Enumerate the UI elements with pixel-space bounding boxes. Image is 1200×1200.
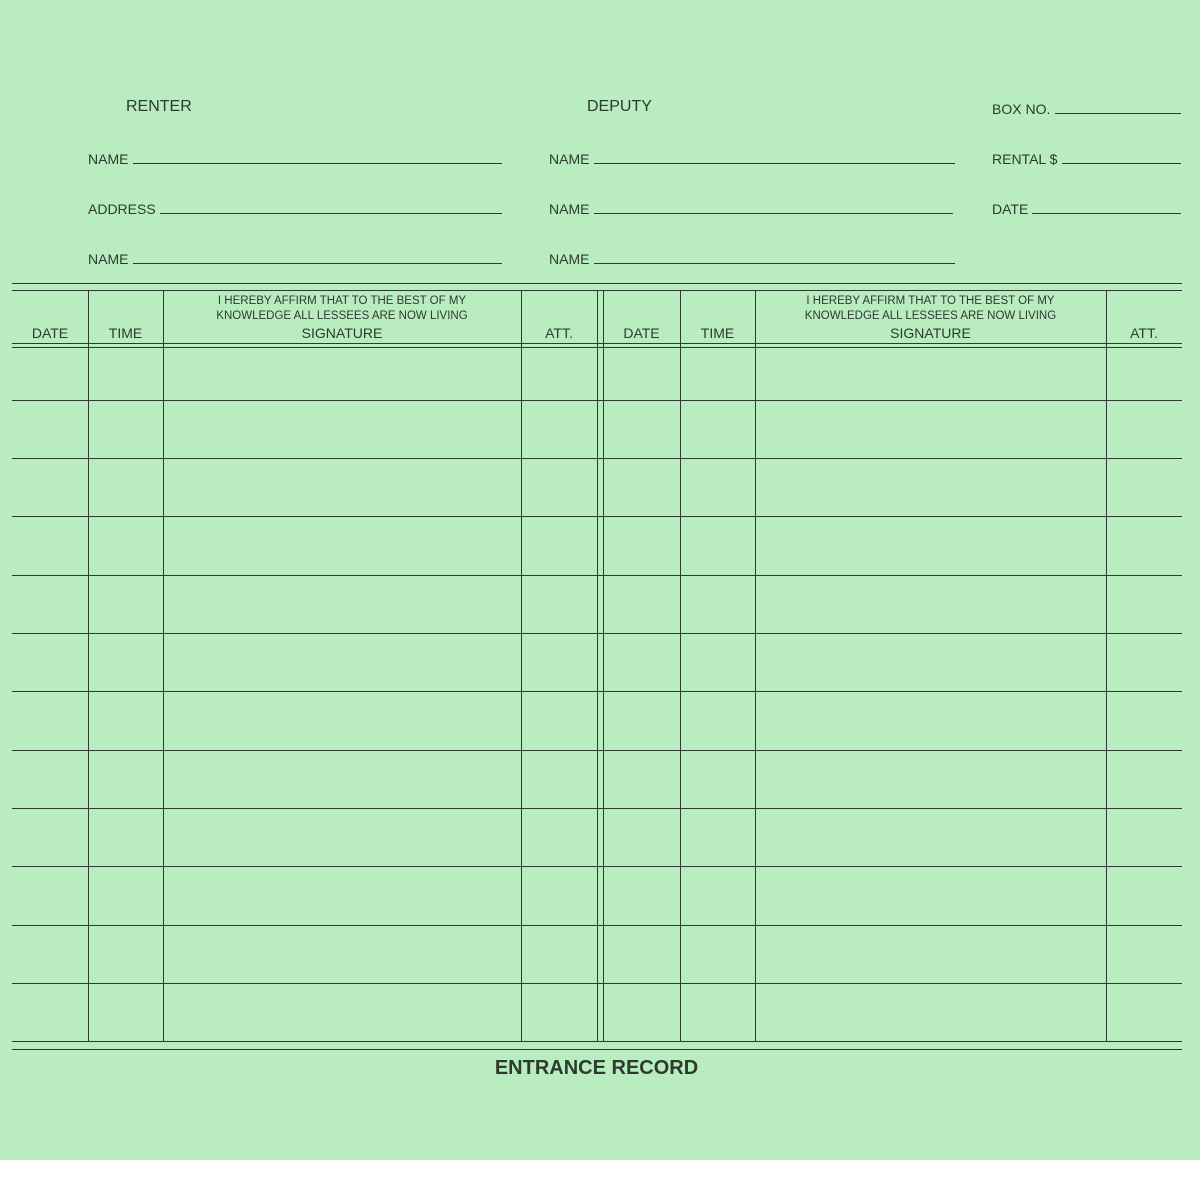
date-label: DATE bbox=[992, 201, 1029, 217]
right-signature-header: SIGNATURE bbox=[890, 325, 971, 341]
deputy-name-field-2[interactable] bbox=[594, 213, 953, 214]
column-divider bbox=[1106, 290, 1107, 1041]
right-affirmation-text bbox=[755, 294, 1106, 323]
deputy-name-label-1: NAME bbox=[549, 151, 590, 167]
deputy-name-field-1[interactable] bbox=[594, 163, 955, 164]
renter-second-name-label: NAME bbox=[88, 251, 129, 267]
rental-amount-label: RENTAL $ bbox=[992, 151, 1058, 167]
left-affirmation-line-2: KNOWLEDGE ALL LESSEES ARE NOW LIVING bbox=[216, 309, 468, 322]
rental-amount-field[interactable] bbox=[1062, 163, 1181, 164]
center-double-divider bbox=[603, 290, 604, 1041]
column-divider bbox=[88, 290, 89, 1041]
right-date-header: DATE bbox=[623, 325, 660, 341]
center-double-divider bbox=[597, 290, 598, 1041]
right-affirmation-line-1: I HEREBY AFFIRM THAT TO THE BEST OF MY bbox=[806, 295, 1055, 307]
table-bottom-rule bbox=[12, 1041, 1182, 1042]
deputy-heading: DEPUTY bbox=[587, 98, 652, 115]
column-divider bbox=[163, 290, 164, 1041]
left-signature-header: SIGNATURE bbox=[301, 325, 383, 341]
date-field[interactable] bbox=[1032, 213, 1181, 214]
left-date-header: DATE bbox=[31, 325, 69, 341]
deputy-name-label-2: NAME bbox=[549, 201, 590, 217]
table-bottom-rule-inner bbox=[12, 1049, 1182, 1050]
renter-heading: RENTER bbox=[126, 98, 192, 115]
deputy-name-field-3[interactable] bbox=[594, 263, 955, 264]
left-affirmation-text bbox=[163, 294, 521, 323]
column-divider bbox=[521, 290, 522, 1041]
renter-name-label: NAME bbox=[88, 151, 129, 167]
renter-address-field[interactable] bbox=[160, 213, 502, 214]
renter-name-field[interactable] bbox=[133, 163, 502, 164]
left-affirmation-line-1: I HEREBY AFFIRM THAT TO THE BEST OF MY bbox=[217, 295, 467, 307]
column-divider bbox=[680, 290, 681, 1041]
renter-address-label: ADDRESS bbox=[88, 201, 156, 217]
right-affirmation-line-2: KNOWLEDGE ALL LESSEES ARE NOW LIVING bbox=[804, 309, 1057, 322]
renter-second-name-field[interactable] bbox=[133, 263, 502, 264]
form-title: ENTRANCE RECORD bbox=[494, 1057, 699, 1079]
box-number-label: BOX NO. bbox=[992, 101, 1051, 117]
right-time-header: TIME bbox=[700, 325, 735, 341]
box-number-field[interactable] bbox=[1055, 113, 1181, 114]
table-top-rule bbox=[12, 283, 1182, 284]
right-att-header: ATT. bbox=[1130, 325, 1158, 341]
deputy-name-label-3: NAME bbox=[549, 251, 590, 267]
left-time-header: TIME bbox=[108, 325, 143, 341]
left-att-header: ATT. bbox=[545, 325, 573, 341]
column-divider bbox=[755, 290, 756, 1041]
